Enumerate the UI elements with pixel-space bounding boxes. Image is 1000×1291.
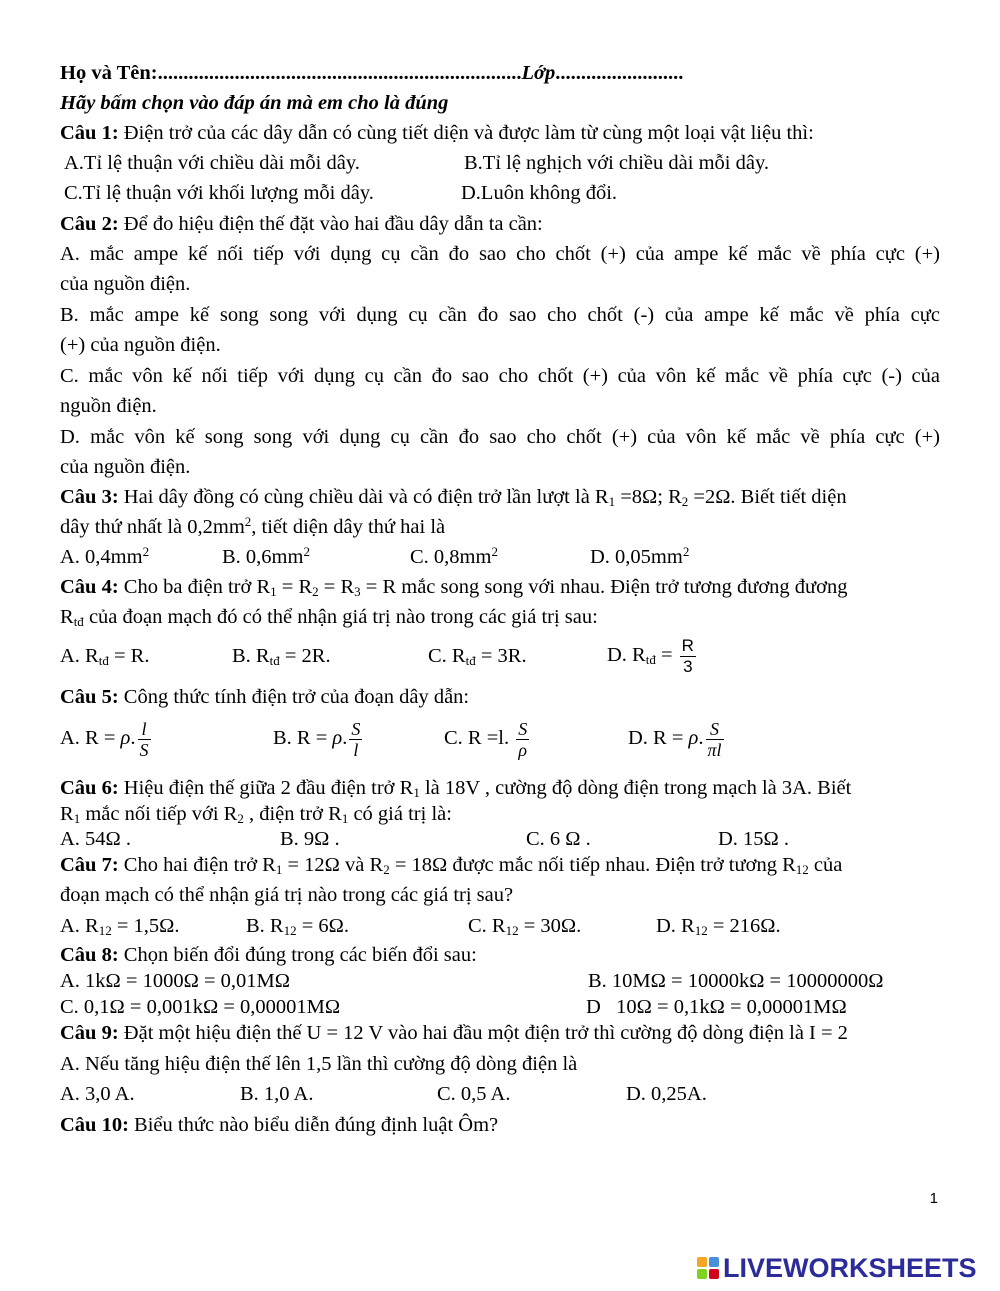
q4-sub-td: tđ (73, 614, 84, 629)
question-7-cont: đoạn mạch có thể nhận giá trị nào trong các giá trị sau? (60, 884, 514, 906)
q6-text-5: , điện trở R (243, 803, 342, 825)
q3-sub-2: 2 (681, 494, 689, 509)
question-4 (60, 574, 848, 600)
q8-option-d[interactable]: D 10Ω = 0,1kΩ = 0,00001MΩ (586, 996, 847, 1018)
q7-b-post: = 6Ω. (296, 915, 350, 937)
q6-text-6: có giá trị là: (348, 803, 452, 825)
q7-text-3: = 18Ω được mắc nối tiếp nhau. Điện trở tương R (389, 854, 796, 876)
q5-b-den: l (349, 739, 362, 760)
q7-option-b[interactable] (246, 913, 349, 939)
q4-c-sub: tđ (465, 653, 476, 668)
q4-option-c[interactable] (428, 643, 527, 669)
q7-sub-1: 1 (275, 862, 283, 877)
q4-option-a[interactable] (60, 643, 149, 669)
q9-option-d[interactable]: D. 0,25A. (626, 1083, 707, 1105)
q5-b-num: S (351, 718, 361, 739)
q2-option-b[interactable]: B. mắc ampe kế song song với dụng cụ cần đo sao cho chốt (-) của ampe kế mắc về phía cực (60, 304, 940, 326)
q5-option-c[interactable] (444, 716, 531, 760)
name-dots: ....................................................................... (157, 62, 522, 84)
liveworksheets-logo-icon (697, 1257, 719, 1279)
q6-text-4: mắc nối tiếp với R (80, 803, 238, 825)
q4-option-b[interactable] (232, 643, 331, 669)
q6-option-b[interactable]: B. 9Ω . (280, 828, 340, 850)
student-info-line (60, 60, 683, 86)
q6-sub-4: 1 (341, 811, 349, 826)
q7-d-pre: D. R (656, 915, 695, 937)
question-4-cont (60, 604, 598, 630)
q7-a-pre: A. R (60, 915, 99, 937)
q3-text-3: =2Ω. Biết tiết diện (688, 486, 847, 508)
question-8-label: Câu 8: (60, 944, 119, 966)
q6-option-a[interactable]: A. 54Ω . (60, 828, 132, 850)
q3-sup: 2 (244, 514, 252, 529)
question-1 (60, 120, 814, 146)
q3-option-b[interactable] (222, 544, 310, 570)
q8-option-c[interactable]: C. 0,1Ω = 0,001kΩ = 0,00001MΩ (60, 996, 341, 1018)
question-8 (60, 942, 477, 968)
q4-b-post: = 2R. (279, 645, 331, 667)
q5-a-den: S (139, 739, 149, 760)
q5-d-den: πl (707, 739, 722, 760)
q3-option-d-sup: 2 (682, 544, 690, 559)
q4-d-fraction (680, 636, 696, 677)
q7-c-pre: C. R (468, 915, 506, 937)
q7-text-4: của (808, 854, 843, 876)
q9-option-b[interactable]: B. 1,0 A. (240, 1083, 314, 1105)
q3-option-a-sup: 2 (142, 544, 150, 559)
q4-text-5: của đoạn mạch đó có thể nhận giá trị nào trong các giá trị sau: (83, 606, 598, 628)
q7-text-1: Cho hai điện trở R (123, 854, 276, 876)
q7-sub-2: 2 (383, 862, 390, 877)
q8-option-b[interactable]: B. 10MΩ = 10000kΩ = 10000000Ω (588, 970, 884, 992)
q6-text-1: Hiệu điện thế giữa 2 đầu điện trở R (123, 777, 414, 799)
q5-b-dot: . (342, 727, 348, 749)
q3-text-5: , tiết diện dây thứ hai là (251, 516, 446, 538)
q2-option-b-cont[interactable]: (+) của nguồn điện. (60, 334, 221, 356)
question-3-cont (60, 514, 445, 540)
q9-option-c[interactable]: C. 0,5 A. (437, 1083, 511, 1105)
question-5-text: Công thức tính điện trở của đoạn dây dẫn: (123, 686, 470, 708)
page-number: 1 (929, 1190, 938, 1207)
q5-a-fraction (138, 719, 151, 760)
q1-option-d[interactable]: D.Luôn không đổi. (461, 182, 618, 204)
q4-text-4: = R mắc song song với nhau. Điện trở tương đương đương (360, 576, 848, 598)
question-5-label: Câu 5: (60, 686, 119, 708)
q9-text-1: Đặt một hiệu điện thế U = 12 V vào hai đầu một điện trở thì cường độ dòng điện là I = 2 (123, 1022, 848, 1044)
q7-d-post: = 216Ω. (707, 915, 781, 937)
q7-d-sub: 12 (694, 923, 708, 938)
q4-r: R (60, 606, 74, 628)
q5-b-pre: B. R = (273, 727, 333, 749)
q5-c-num: S (518, 718, 528, 739)
q7-option-a[interactable] (60, 913, 180, 939)
q6-option-d[interactable]: D. 15Ω . (718, 828, 790, 850)
q3-option-a[interactable] (60, 544, 149, 570)
q5-a-pre: A. R = (60, 727, 121, 749)
q6-sub-3: 2 (237, 811, 244, 826)
q3-option-a-text: A. 0,4mm (60, 546, 143, 568)
question-8-text: Chọn biến đổi đúng trong các biến đổi sau: (123, 944, 477, 966)
q4-text-3: = R (318, 576, 355, 598)
q4-d-den: 3 (680, 656, 696, 677)
question-10-text: Biểu thức nào biểu diễn đúng định luật Ôm? (134, 1114, 499, 1136)
q4-a-post: = R. (108, 645, 150, 667)
instruction: Hãy bấm chọn vào đáp án mà em cho là đúng (60, 92, 449, 114)
q5-d-rho: ρ (688, 727, 699, 749)
name-label: Họ và Tên: (60, 62, 158, 84)
q4-d-num: R (681, 635, 694, 655)
q5-d-pre: D. R = (628, 727, 689, 749)
q2-option-d-cont[interactable]: của nguồn điện. (60, 456, 191, 478)
q5-a-dot: . (130, 727, 136, 749)
q1-option-c[interactable]: C.Tỉ lệ thuận với khối lượng mỗi dây. (64, 182, 374, 204)
q3-text-2: =8Ω; R (615, 486, 682, 508)
q7-option-c[interactable] (468, 913, 581, 939)
q5-d-fraction (706, 719, 724, 760)
q7-a-sub: 12 (98, 923, 112, 938)
class-label: Lớp (521, 62, 556, 84)
q3-option-b-sup: 2 (303, 544, 310, 559)
q3-text-1: Hai dây đồng có cùng chiều dài và có điện trở lần lượt là R (123, 486, 609, 508)
q5-b-fraction (349, 719, 362, 760)
question-3 (60, 484, 847, 510)
q7-a-post: = 1,5Ω. (111, 915, 180, 937)
question-5 (60, 684, 469, 710)
question-1-label: Câu 1: (60, 122, 119, 144)
q4-c-pre: C. R (428, 645, 466, 667)
q5-c-pre: C. R =l. (444, 727, 510, 749)
question-2-label: Câu 2: (60, 213, 119, 235)
q2-option-d[interactable]: D. mắc vôn kế song song với dụng cụ cần đo sao cho chốt (+) của vôn kế mắc về phía cực (+) (60, 426, 940, 448)
q7-b-sub: 12 (283, 923, 297, 938)
q7-text-2: = 12Ω và R (282, 854, 384, 876)
q4-a-sub: tđ (98, 653, 109, 668)
question-4-label: Câu 4: (60, 576, 119, 598)
q6-text-2: là 18V , cường độ dòng điện trong mạch là 3A. Biết (419, 777, 852, 799)
q5-option-d[interactable] (628, 716, 726, 760)
q5-c-fraction (516, 719, 529, 760)
q3-option-b-text: B. 0,6mm (222, 546, 304, 568)
q4-d-pre: D. R (607, 644, 646, 666)
q4-sub-1: 1 (270, 584, 277, 599)
question-7-label: Câu 7: (60, 854, 119, 876)
question-2 (60, 211, 543, 237)
q2-option-c-cont[interactable]: nguồn điện. (60, 395, 157, 417)
q4-text-2: = R (276, 576, 313, 598)
q2-option-a[interactable]: A. mắc ampe kế nối tiếp với dụng cụ cần đo sao cho chốt (+) của ampe kế mắc về phía cực (+) (60, 243, 940, 265)
q3-option-c-text: C. 0,8mm (410, 546, 492, 568)
q6-sub-1: 1 (413, 785, 420, 800)
class-dots: ......................... (555, 62, 684, 84)
question-9-label: Câu 9: (60, 1022, 119, 1044)
q7-sub-3: 12 (795, 862, 809, 877)
q4-b-sub: tđ (269, 653, 280, 668)
q3-option-d-text: D. 0,05mm (590, 546, 683, 568)
liveworksheets-logo (697, 1252, 977, 1283)
question-10-label: Câu 10: (60, 1114, 129, 1136)
question-6-label: Câu 6: (60, 777, 119, 799)
q5-a-num: l (141, 718, 147, 739)
q6-sub-2: 1 (73, 811, 81, 826)
q7-c-post: = 30Ω. (518, 915, 582, 937)
q6-option-c[interactable]: C. 6 Ω . (526, 828, 591, 850)
q8-option-a[interactable]: A. 1kΩ = 1000Ω = 0,01MΩ (60, 970, 290, 992)
q5-d-dot: . (698, 727, 704, 749)
q5-option-a[interactable] (60, 716, 153, 760)
question-3-label: Câu 3: (60, 486, 119, 508)
q5-d-num: S (710, 718, 720, 739)
q9-option-a[interactable]: A. 3,0 A. (60, 1083, 135, 1105)
q2-option-a-cont[interactable]: của nguồn điện. (60, 273, 191, 295)
q7-b-pre: B. R (246, 915, 284, 937)
q4-d-sub: tđ (645, 652, 656, 667)
q4-option-d[interactable] (607, 632, 698, 678)
q7-c-sub: 12 (505, 923, 519, 938)
q3-option-d[interactable] (590, 544, 689, 570)
q5-option-b[interactable] (273, 716, 364, 760)
q1-option-b[interactable]: B.Tỉ lệ nghịch với chiều dài mỗi dây. (464, 152, 769, 174)
question-9 (60, 1020, 848, 1046)
q4-c-post: = 3R. (475, 645, 527, 667)
q4-d-post: = (655, 644, 678, 666)
q3-option-c-sup: 2 (491, 544, 498, 559)
question-7 (60, 852, 842, 878)
question-6 (60, 775, 851, 801)
question-6-cont (60, 801, 452, 827)
question-10 (60, 1112, 498, 1138)
q3-option-c[interactable] (410, 544, 498, 570)
q4-sub-3: 3 (354, 584, 361, 599)
question-9-cont: A. Nếu tăng hiệu điện thế lên 1,5 lần thì cường độ dòng điện là (60, 1053, 578, 1075)
q7-option-d[interactable] (656, 913, 781, 939)
q1-option-a[interactable]: A.Tỉ lệ thuận với chiều dài mỗi dây. (64, 152, 360, 174)
q4-a-pre: A. R (60, 645, 99, 667)
q2-option-c[interactable]: C. mắc vôn kế nối tiếp với dụng cụ cần đo sao cho chốt (+) của vôn kế mắc về phía cực (-) của (60, 365, 940, 387)
q5-b-rho: ρ (332, 727, 343, 749)
q4-sub-2: 2 (312, 584, 319, 599)
question-2-text: Để đo hiệu điện thế đặt vào hai đầu dây dẫn ta cần: (123, 213, 543, 235)
liveworksheets-logo-text: LIVEWORKSHEETS (723, 1252, 977, 1283)
question-1-text: Điện trở của các dây dẫn có cùng tiết diện và được làm từ cùng một loại vật liệu thì: (123, 122, 814, 144)
q5-a-rho: ρ (120, 727, 131, 749)
q3-text-4: dây thứ nhất là 0,2mm (60, 516, 245, 538)
q3-sub-1: 1 (608, 494, 616, 509)
q5-c-den: ρ (516, 739, 529, 760)
q4-b-pre: B. R (232, 645, 270, 667)
q4-text-1: Cho ba điện trở R (123, 576, 271, 598)
q6-text-3: R (60, 803, 74, 825)
